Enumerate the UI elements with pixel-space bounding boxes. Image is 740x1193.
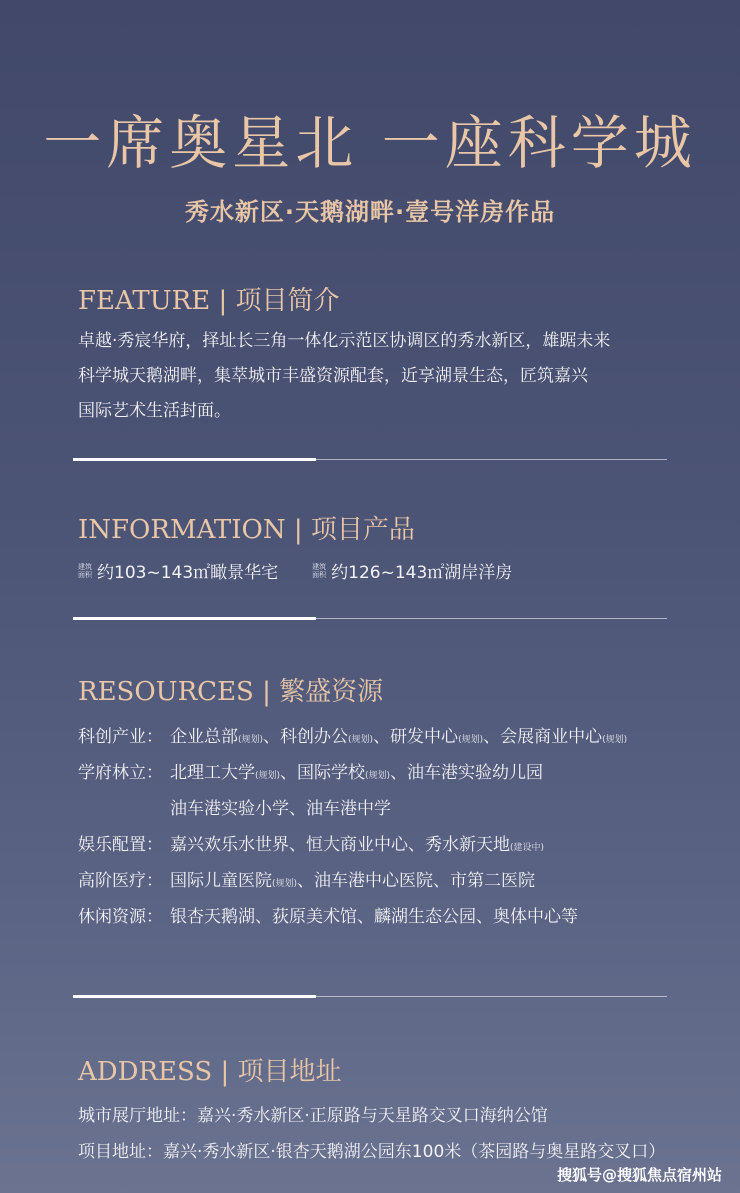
resources-heading [78, 671, 383, 708]
resource-row: 学府林立： 北理工大学(规划)、国际学校(规划)、油车港实验幼儿园 [78, 758, 543, 783]
resources-heading-en: RESOURCES [78, 677, 254, 707]
feature-heading-en: FEATURE [78, 286, 211, 316]
section-divider [73, 617, 667, 620]
resource-row: 高阶医疗： 国际儿童医院(规划)、油车港中心医院、市第二医院 [78, 866, 535, 891]
watermark: 搜狐号@搜狐焦点宿州站 [556, 1166, 722, 1184]
section-divider [73, 458, 667, 461]
address-heading [78, 1051, 342, 1088]
page-title: 一席奥星北 一座科学城 [43, 109, 697, 177]
address-line: 城市展厅地址：嘉兴·秀水新区·正原路与天星路交叉口海纳公馆 [78, 1106, 548, 1126]
resource-label: 学府林立： [78, 763, 163, 783]
area-tag: 建筑 面积 [312, 562, 327, 579]
feature-line: 卓越·秀宸华府，择址长三角一体化示范区协调区的秀水新区，雄踞未来 [78, 331, 611, 351]
resource-label: 高阶医疗： [78, 871, 163, 891]
address-line: 项目地址：嘉兴·秀水新区·银杏天鹅湖公园东100米（茶园路与奥星路交叉口） [78, 1142, 666, 1162]
resource-label: 休闲资源： [78, 907, 163, 927]
resource-row: 油车港实验小学、油车港中学 [170, 799, 391, 819]
page-subtitle: 秀水新区·天鹅湖畔·壹号洋房作品 [184, 198, 556, 226]
feature-heading [78, 280, 339, 317]
section-divider [73, 995, 667, 998]
information-heading [78, 509, 415, 546]
area-tag: 建筑 面积 [78, 562, 92, 579]
feature-heading-cn: | 项目简介 [218, 286, 340, 316]
resource-row: 休闲资源： 银杏天鹅湖、荻原美术馆、麟湖生态公园、奥体中心等 [78, 902, 578, 927]
product-item: 约126~143㎡湖岸洋房 [331, 563, 513, 583]
resource-row: 科创产业： 企业总部(规划)、科创办公(规划)、研发中心(规划)、会展商业中心(规划) [78, 722, 627, 747]
resources-heading-cn: | 繁盛资源 [262, 677, 384, 707]
information-heading-en: INFORMATION [78, 515, 286, 545]
information-heading-cn: | 项目产品 [293, 515, 415, 545]
address-heading-cn: | 项目地址 [220, 1057, 342, 1087]
product-list [78, 558, 512, 583]
product-item: 约103~143㎡瞰景华宅 [97, 563, 279, 583]
resource-row: 娱乐配置： 嘉兴欢乐水世界、恒大商业中心、秀水新天地(建设中) [78, 830, 544, 855]
feature-line: 科学城天鹅湖畔，集萃城市丰盛资源配套，近享湖景生态，匠筑嘉兴 [78, 366, 588, 386]
feature-line: 国际艺术生活封面。 [78, 401, 231, 421]
address-heading-en: ADDRESS [78, 1057, 213, 1087]
resource-label: 科创产业： [78, 727, 163, 747]
feature-paragraph [78, 324, 678, 429]
resource-label: 娱乐配置： [78, 835, 163, 855]
